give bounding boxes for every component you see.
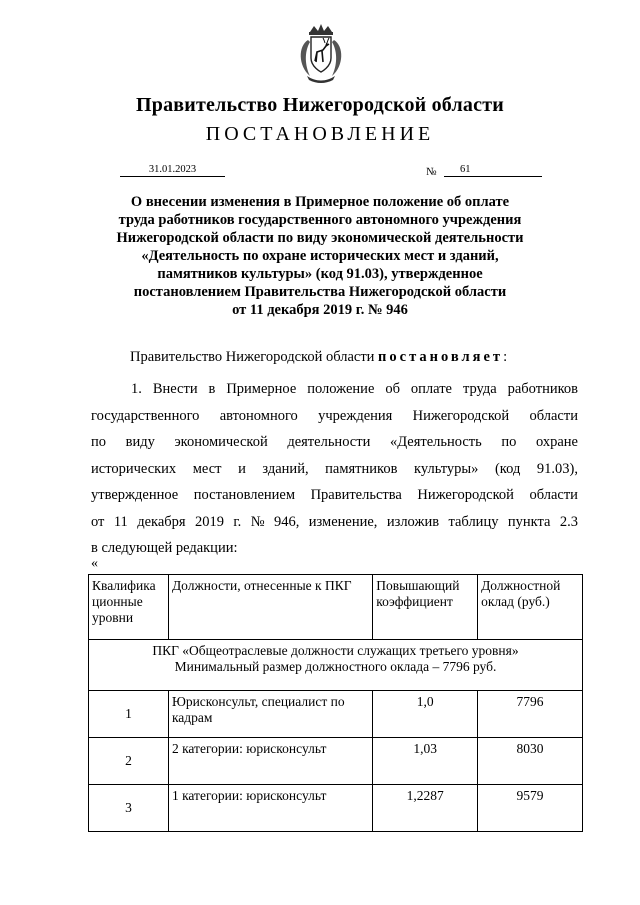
heading-line: от 11 декабря 2019 г. № 946 bbox=[232, 302, 408, 318]
paragraph-word: об bbox=[385, 381, 400, 397]
paragraph-word: культуры» bbox=[414, 460, 479, 477]
paragraph-word: области bbox=[529, 487, 578, 503]
salary-table bbox=[88, 574, 583, 832]
position-cell: Юрисконсульт, специалист по кадрам bbox=[168, 691, 372, 738]
paragraph-word: экономической bbox=[174, 434, 268, 450]
document-heading bbox=[100, 193, 540, 319]
intro-line bbox=[130, 349, 507, 366]
paragraph-word: в следующей редакции: bbox=[91, 540, 238, 556]
paragraph-word: деятельности bbox=[287, 434, 371, 450]
paragraph-word: Нижегородской bbox=[412, 407, 510, 424]
paragraph-line bbox=[91, 482, 578, 509]
table-header-row bbox=[89, 575, 583, 640]
level-cell: 3 bbox=[89, 785, 169, 832]
paragraph-word: оплате bbox=[410, 381, 452, 397]
table-row bbox=[89, 738, 583, 785]
paragraph-line bbox=[91, 429, 578, 456]
paragraph-word: памятников bbox=[325, 460, 398, 477]
paragraph-word: Внести bbox=[152, 381, 198, 397]
paragraph-word: виду bbox=[125, 434, 155, 450]
intro-verb: постановляет bbox=[378, 349, 504, 365]
table-header-cell: Должностной оклад (руб.) bbox=[478, 575, 583, 640]
level-cell: 2 bbox=[89, 738, 169, 785]
paragraph-word: от bbox=[91, 513, 105, 530]
position-cell: 2 категории: юрисконсульт bbox=[168, 738, 372, 785]
heading-line: «Деятельность по охране исторических мест и зданий, bbox=[141, 248, 499, 264]
paragraph-word: охране bbox=[535, 434, 578, 450]
intro-text: Правительство Нижегородской области bbox=[130, 349, 375, 365]
paragraph-word: и bbox=[238, 460, 246, 477]
paragraph-word: по bbox=[91, 434, 107, 450]
paragraph-word: таблицу bbox=[448, 513, 499, 530]
paragraph-word: утвержденное bbox=[91, 487, 179, 503]
document-type: ПОСТАНОВЛЕНИЕ bbox=[205, 123, 435, 145]
paragraph-word: труда bbox=[462, 381, 497, 397]
paragraph-word: 1. bbox=[131, 381, 142, 397]
table-header-cell: Повышающий коэффициент bbox=[373, 575, 478, 640]
paragraph-word: автономного bbox=[219, 407, 298, 424]
paragraph-word: 2.3 bbox=[559, 513, 578, 530]
paragraph-word: исторических bbox=[91, 460, 177, 477]
number-sign: № bbox=[426, 166, 437, 178]
table-header-cell: Квалифика ционные уровни bbox=[89, 575, 169, 640]
document-number-field bbox=[444, 164, 542, 177]
paragraph-line bbox=[91, 403, 578, 430]
paragraph-word: 91.03), bbox=[536, 460, 578, 477]
paragraph-word: № bbox=[250, 513, 265, 530]
intro-colon: : bbox=[503, 349, 508, 365]
paragraph-line bbox=[91, 456, 578, 483]
group-heading-line: Минимальный размер должностного оклада – 7796 руб. bbox=[174, 659, 497, 674]
document-date: 31.01.2023 bbox=[120, 164, 225, 177]
paragraph-word: пункта bbox=[507, 513, 551, 530]
group-heading-line: ПКГ «Общеотраслевые должности служащих третьего уровня» bbox=[152, 643, 519, 658]
government-title: Правительство Нижегородской области bbox=[136, 94, 504, 116]
paragraph-word: (код bbox=[494, 460, 521, 477]
paragraph-word: области bbox=[529, 407, 578, 424]
paragraph-word: Примерное bbox=[226, 381, 297, 397]
table-header-cell: Должности, отнесенные к ПКГ bbox=[168, 575, 372, 640]
paragraph-word: работников bbox=[507, 381, 578, 397]
coat-of-arms-icon bbox=[296, 22, 346, 84]
paragraph-word: государственного bbox=[91, 407, 200, 424]
paragraph-word: Нижегородской bbox=[417, 487, 514, 503]
paragraph-word: мест bbox=[192, 460, 222, 477]
document-number: 61 bbox=[460, 164, 471, 175]
paragraph-word: декабря bbox=[137, 513, 186, 530]
paragraph-word: по bbox=[501, 434, 517, 450]
paragraph-word: 11 bbox=[113, 513, 128, 530]
salary-cell: 9579 bbox=[478, 785, 583, 832]
salary-cell: 7796 bbox=[478, 691, 583, 738]
position-cell: 1 категории: юрисконсульт bbox=[168, 785, 372, 832]
paragraph-line bbox=[91, 535, 578, 562]
heading-line: О внесении изменения в Примерное положение об оплате bbox=[130, 194, 510, 210]
heading-line: Нижегородской области по виду экономической деятельности bbox=[116, 230, 524, 246]
table-row bbox=[89, 691, 583, 738]
paragraph-word: 946, bbox=[273, 513, 300, 530]
quote-open-mark: « bbox=[91, 556, 98, 571]
paragraph-word: в bbox=[208, 381, 216, 397]
paragraph-word: учреждения bbox=[318, 407, 393, 424]
paragraph-word: постановлением bbox=[193, 487, 296, 503]
paragraph-word: положение bbox=[307, 381, 375, 397]
paragraph-word: Правительства bbox=[310, 487, 402, 503]
table-group-row bbox=[89, 640, 583, 691]
coefficient-cell: 1,03 bbox=[373, 738, 478, 785]
paragraph-word: изменение, bbox=[308, 513, 378, 530]
salary-cell: 8030 bbox=[478, 738, 583, 785]
paragraph-line bbox=[91, 509, 578, 536]
paragraph-line bbox=[91, 376, 578, 403]
group-heading-cell bbox=[89, 640, 583, 691]
paragraph-word: г. bbox=[233, 513, 242, 530]
coefficient-cell: 1,0 bbox=[373, 691, 478, 738]
paragraph-word: 2019 bbox=[194, 513, 224, 530]
heading-line: памятников культуры» (код 91.03), утвержденное bbox=[157, 266, 483, 282]
level-cell: 1 bbox=[89, 691, 169, 738]
table-row bbox=[89, 785, 583, 832]
paragraph-word: зданий, bbox=[262, 460, 309, 477]
heading-line: постановлением Правительства Нижегородской области bbox=[133, 284, 507, 300]
paragraph-word: изложив bbox=[386, 513, 440, 530]
paragraph-word: «Деятельность bbox=[389, 434, 482, 450]
heading-line: труда работников государственного автономного учреждения bbox=[118, 212, 522, 228]
body-paragraph bbox=[91, 376, 578, 562]
coefficient-cell: 1,2287 bbox=[373, 785, 478, 832]
